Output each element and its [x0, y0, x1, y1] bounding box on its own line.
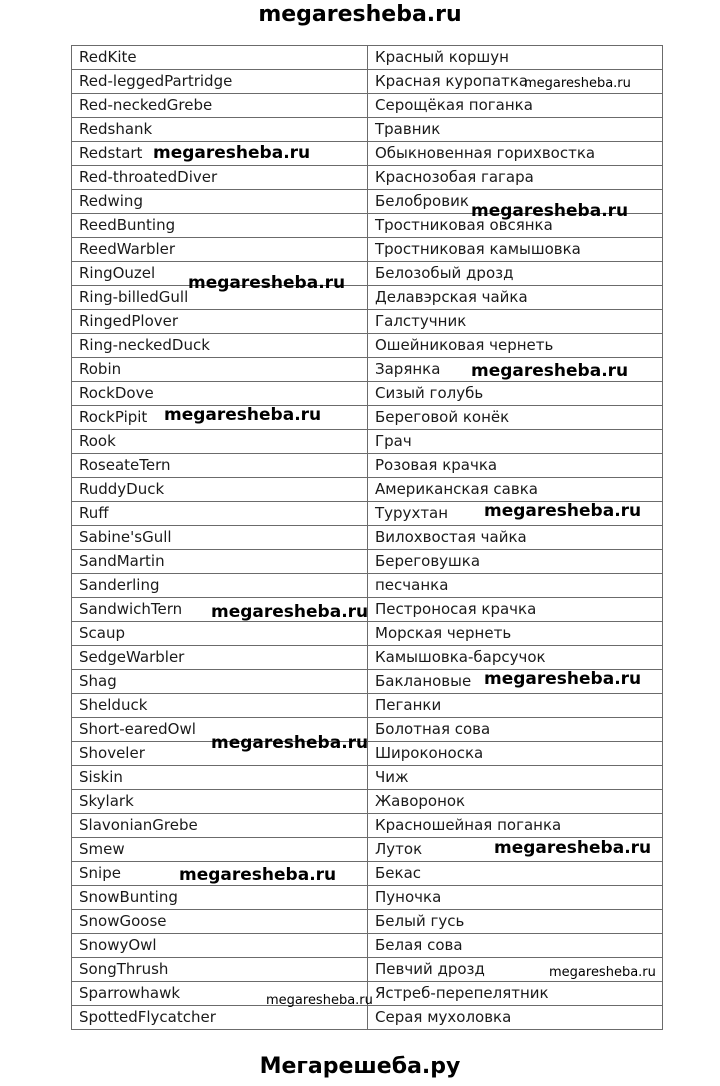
- watermark: megaresheba.ru: [471, 201, 629, 221]
- table-row: [72, 766, 663, 790]
- table-row: [72, 526, 663, 550]
- english-name-cell: Red-leggedPartridge: [72, 70, 368, 94]
- russian-name-cell: Красная куропатка: [368, 70, 663, 94]
- english-name-cell: RingedPlover: [72, 310, 368, 334]
- table-row: [72, 646, 663, 670]
- bird-names-table: [71, 45, 663, 1030]
- table-row: [72, 574, 663, 598]
- table-row: [72, 430, 663, 454]
- russian-name-cell: Краснозобая гагара: [368, 166, 663, 190]
- russian-name-cell: Чиж: [368, 766, 663, 790]
- english-name-cell: Smew: [72, 838, 368, 862]
- english-name-cell: Ring-neckedDuck: [72, 334, 368, 358]
- russian-name-cell: Луток: [368, 838, 663, 862]
- russian-name-cell: Широконоска: [368, 742, 663, 766]
- russian-name-cell: Белозобый дрозд: [368, 262, 663, 286]
- russian-name-cell: Обыкновенная горихвостка: [368, 142, 663, 166]
- english-name-cell: Red-throatedDiver: [72, 166, 368, 190]
- english-name-cell: Redshank: [72, 118, 368, 142]
- watermark: megaresheba.ru: [484, 669, 642, 689]
- english-name-cell: Siskin: [72, 766, 368, 790]
- english-name-cell: RoseateTern: [72, 454, 368, 478]
- site-footer: Мегарешеба.ру: [259, 1054, 461, 1079]
- english-name-cell: SongThrush: [72, 958, 368, 982]
- english-name-cell: Sparrowhawk: [72, 982, 368, 1006]
- russian-name-cell: Береговой конёк: [368, 406, 663, 430]
- russian-name-cell: Бекас: [368, 862, 663, 886]
- russian-name-cell: песчанка: [368, 574, 663, 598]
- russian-name-cell: Болотная сова: [368, 718, 663, 742]
- russian-name-cell: Серая мухоловка: [368, 1006, 663, 1030]
- english-name-cell: Scaup: [72, 622, 368, 646]
- table-row: [72, 382, 663, 406]
- english-name-cell: Red-neckedGrebe: [72, 94, 368, 118]
- russian-name-cell: Травник: [368, 118, 663, 142]
- english-name-cell: ReedWarbler: [72, 238, 368, 262]
- table-row: [72, 910, 663, 934]
- english-name-cell: Robin: [72, 358, 368, 382]
- russian-name-cell: Певчий дрозд: [368, 958, 663, 982]
- table-row: [72, 238, 663, 262]
- table-row: [72, 862, 663, 886]
- watermark: megaresheba.ru: [494, 838, 652, 858]
- watermark: megaresheba.ru: [153, 143, 311, 163]
- english-name-cell: RuddyDuck: [72, 478, 368, 502]
- english-name-cell: Shelduck: [72, 694, 368, 718]
- russian-name-cell: Ошейниковая чернеть: [368, 334, 663, 358]
- watermark: megaresheba.ru: [471, 361, 629, 381]
- table-row: [72, 790, 663, 814]
- english-name-cell: Ring-billedGull: [72, 286, 368, 310]
- table-row: [72, 334, 663, 358]
- table-row: [72, 550, 663, 574]
- table-row: [72, 934, 663, 958]
- table-row: [72, 454, 663, 478]
- english-name-cell: Sabine'sGull: [72, 526, 368, 550]
- russian-name-cell: Вилохвостая чайка: [368, 526, 663, 550]
- table-row: [72, 1006, 663, 1030]
- english-name-cell: Ruff: [72, 502, 368, 526]
- russian-name-cell: Тростниковая овсянка: [368, 214, 663, 238]
- english-name-cell: ReedBunting: [72, 214, 368, 238]
- russian-name-cell: Американская савка: [368, 478, 663, 502]
- table-row: [72, 478, 663, 502]
- english-name-cell: SandwichTern: [72, 598, 368, 622]
- english-name-cell: SandMartin: [72, 550, 368, 574]
- table-row: [72, 886, 663, 910]
- english-name-cell: RingOuzel: [72, 262, 368, 286]
- russian-name-cell: Грач: [368, 430, 663, 454]
- english-name-cell: Snipe: [72, 862, 368, 886]
- table-row: [72, 94, 663, 118]
- watermark: megaresheba.ru: [484, 501, 642, 521]
- english-name-cell: Short-earedOwl: [72, 718, 368, 742]
- table-row: [72, 310, 663, 334]
- english-name-cell: Shoveler: [72, 742, 368, 766]
- russian-name-cell: Баклановые: [368, 670, 663, 694]
- russian-name-cell: Галстучник: [368, 310, 663, 334]
- russian-name-cell: Ястреб-перепелятник: [368, 982, 663, 1006]
- russian-name-cell: Белый гусь: [368, 910, 663, 934]
- table-row: [72, 262, 663, 286]
- russian-name-cell: Тростниковая камышовка: [368, 238, 663, 262]
- table-row: [72, 694, 663, 718]
- english-name-cell: SnowGoose: [72, 910, 368, 934]
- russian-name-cell: Белая сова: [368, 934, 663, 958]
- english-name-cell: Shag: [72, 670, 368, 694]
- russian-name-cell: Белобровик: [368, 190, 663, 214]
- table-body: [72, 46, 663, 1030]
- english-name-cell: SedgeWarbler: [72, 646, 368, 670]
- table-row: [72, 406, 663, 430]
- table-row: [72, 166, 663, 190]
- russian-name-cell: Серощёкая поганка: [368, 94, 663, 118]
- english-name-cell: RockDove: [72, 382, 368, 406]
- english-name-cell: Redwing: [72, 190, 368, 214]
- watermark: megaresheba.ru: [211, 733, 369, 753]
- watermark: megaresheba.ru: [179, 865, 337, 885]
- russian-name-cell: Зарянка: [368, 358, 663, 382]
- russian-name-cell: Сизый голубь: [368, 382, 663, 406]
- watermark: megaresheba.ru: [188, 273, 346, 293]
- russian-name-cell: Береговушка: [368, 550, 663, 574]
- english-name-cell: Sanderling: [72, 574, 368, 598]
- russian-name-cell: Красный коршун: [368, 46, 663, 70]
- watermark: megaresheba.ru: [549, 965, 656, 980]
- russian-name-cell: Пуночка: [368, 886, 663, 910]
- table-row: [72, 118, 663, 142]
- russian-name-cell: Морская чернеть: [368, 622, 663, 646]
- english-name-cell: SnowBunting: [72, 886, 368, 910]
- russian-name-cell: Розовая крачка: [368, 454, 663, 478]
- english-name-cell: Rook: [72, 430, 368, 454]
- watermark: megaresheba.ru: [266, 993, 373, 1008]
- russian-name-cell: Жаворонок: [368, 790, 663, 814]
- russian-name-cell: Камышовка-барсучок: [368, 646, 663, 670]
- english-name-cell: SnowyOwl: [72, 934, 368, 958]
- watermark: megaresheba.ru: [164, 405, 322, 425]
- russian-name-cell: Пестроносая крачка: [368, 598, 663, 622]
- watermark: megaresheba.ru: [524, 76, 631, 91]
- english-name-cell: SpottedFlycatcher: [72, 1006, 368, 1030]
- english-name-cell: Skylark: [72, 790, 368, 814]
- english-name-cell: SlavonianGrebe: [72, 814, 368, 838]
- table-row: [72, 622, 663, 646]
- english-name-cell: RockPipit: [72, 406, 368, 430]
- russian-name-cell: Пеганки: [368, 694, 663, 718]
- watermark: megaresheba.ru: [211, 602, 369, 622]
- russian-name-cell: Делавэрская чайка: [368, 286, 663, 310]
- table-row: [72, 46, 663, 70]
- table-row: [72, 286, 663, 310]
- russian-name-cell: Турухтан: [368, 502, 663, 526]
- russian-name-cell: Красношейная поганка: [368, 814, 663, 838]
- english-name-cell: Redstart: [72, 142, 368, 166]
- english-name-cell: RedKite: [72, 46, 368, 70]
- site-header: megaresheba.ru: [258, 2, 462, 27]
- table-row: [72, 814, 663, 838]
